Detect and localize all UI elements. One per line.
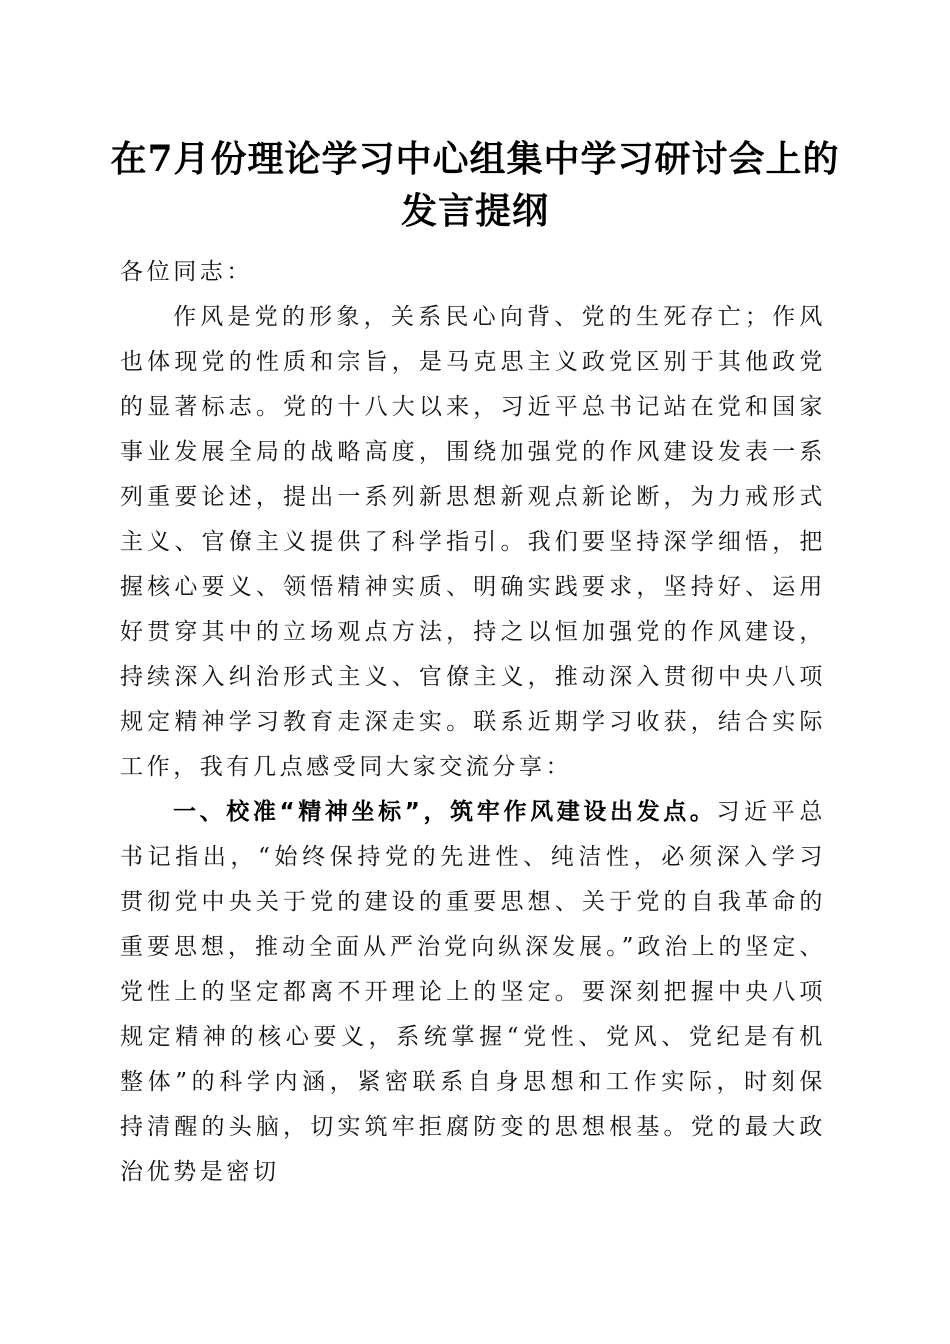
document-body bbox=[120, 250, 826, 1195]
document-title bbox=[100, 133, 850, 237]
section-1-text: 习近平总书记指出，“始终保持党的先进性、纯洁性，必须深入学习贯彻党中央关于党的建设的重要思想、关于党的自我革命的重要思想，推动全面从严治党向纵深发展。”政治上的坚定、党性上的坚定都离不开理论上的坚定。要深刻把握中央八项规定精神的核心要义，系统掌握“党性、党风、党纪是有机整体”的科学内涵，紧密联系自身思想和工作实际，时刻保持清醒的头脑，切实筑牢拒腐防变的思想根基。党的最大政治优势是密切 bbox=[120, 799, 826, 1185]
salutation: 各位同志： bbox=[120, 259, 253, 285]
title-line-1: 在7月份理论学习中心组集中学习研讨会上的 bbox=[110, 138, 840, 180]
section-1-heading: 一、校准“精神坐标”，筑牢作风建设出发点。 bbox=[173, 799, 717, 825]
paragraph-section-1 bbox=[120, 790, 826, 1195]
title-line-2: 发言提纲 bbox=[400, 190, 549, 232]
paragraph-intro: 作风是党的形象，关系民心向背、党的生死存亡；作风也体现党的性质和宗旨，是马克思主义政党区别于其他政党的显著标志。党的十八大以来，习近平总书记站在党和国家事业发展全局的战略高度，围绕加强党的作风建设发表一系列重要论述，提出一系列新思想新观点新论断，为力戒形式主义、官僚主义提供了科学指引。我们要坚持深学细悟，把握核心要义、领悟精神实质、明确实践要求，坚持好、运用好贯穿其中的立场观点方法，持之以恒加强党的作风建设，持续深入纠治形式主义、官僚主义，推动深入贯彻中央八项规定精神学习教育走深走实。联系近期学习收获，结合实际工作，我有几点感受同大家交流分享： bbox=[120, 304, 826, 780]
